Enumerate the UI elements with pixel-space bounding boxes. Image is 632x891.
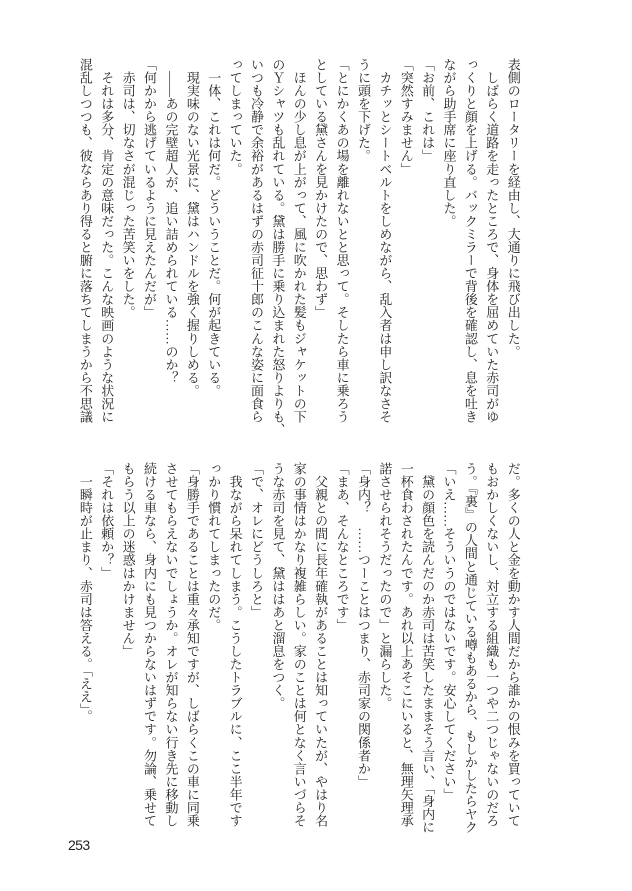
text-line: 諾させられそうだったので」と漏らした。 — [377, 462, 393, 710]
text-line: 「で、オレにどうしろと」 — [249, 462, 264, 619]
text-line: 「身内？ ……つーことはつまり、赤司家の関係者か」 — [355, 462, 371, 788]
text-line: 父親との間に長年確執があることは知っていたが、やはり名 — [313, 462, 329, 828]
text-line: 一瞬時が止まり、赤司は答える。「ええ」。 — [77, 462, 93, 723]
text-line: させてもらえないでしょうか。オレが知らない行き先に移動し — [163, 462, 179, 828]
text-line: 家の事情はかなり複雑らしい。家のことは何となく言いづらそ — [291, 462, 307, 828]
text-line: しばらく道路を走ったところで、身体を屈めていた赤司がゆ — [484, 58, 500, 424]
text-line: っかり慣れてしまったのだ。 — [206, 462, 222, 632]
text-line: 一杯食わされたんです。あれ以上あそこにいると、無理矢理承 — [398, 462, 414, 828]
text-line: う。『裏』の人間と通じている噂もあるから、もしかしたらヤク — [462, 462, 478, 834]
page-number: 253 — [68, 837, 90, 853]
text-line: 「何かから逃げているように見えたんだが」 — [142, 58, 158, 319]
text-line: 我ながら呆れてしまう。こうしたトラブルに、ここ半年です — [227, 462, 243, 828]
text-line: カチッとシートベルトをしめながら、乱入者は申し訳なさそ — [377, 58, 393, 424]
text-line: 「お前、これは」 — [420, 58, 436, 163]
text-line: もおかしくないし、対立する組織も一つや二つじゃないのだろ — [484, 462, 500, 828]
text-line: うな赤司を見て、黛ははあと溜息をつく。 — [270, 462, 286, 710]
text-line: のＹシャツも乱れている。黛は勝手に乗り込まれた怒りよりも、 — [270, 58, 286, 437]
text-line: 「とにかくあの場を離れないとと思って。そしたら車に乗ろう — [334, 58, 350, 424]
text-line: だ。多くの人と金を動かす人間だから誰かの恨みを買っていて — [505, 462, 521, 828]
text-line: ながら助手席に座り直した。 — [441, 58, 457, 228]
text-line: 黛の顔色を読んだのか赤司は苦笑したままそう言い、「身内に — [420, 462, 436, 834]
text-line: 赤司は、切なさが混じった苦笑いをした。 — [120, 58, 136, 319]
text-line: もらう以上の迷惑はかけません」 — [120, 462, 136, 658]
text-block-lower — [74, 462, 523, 834]
text-line: 「突然すみません」 — [398, 58, 414, 176]
text-line: 「まあ、そんなところです」 — [334, 462, 350, 632]
text-line: 「それは依頼か？」 — [99, 462, 115, 580]
text-line: ってしまっていた。 — [227, 58, 243, 176]
text-line: ——あの完壁超人が、追い詰められている……のか？ — [163, 58, 179, 384]
text-line: うに頭を下げた。 — [355, 58, 371, 163]
text-line: 一体、これは何だ。どういうことだ。何が起きている。 — [206, 58, 222, 398]
text-line: 「いえ……そういうのではないです。安心してください」 — [441, 462, 457, 802]
text-block-upper — [74, 58, 523, 437]
text-line: それは多分、肯定の意味だった。こんな映画のような状況に — [99, 58, 115, 424]
text-line: としている黛さんを見かけたので、思わず」 — [313, 58, 329, 319]
text-line: 続ける車なら、身内にも見つからないはずです。勿論、乗せて — [142, 462, 158, 828]
text-line: いつも冷静で余裕があるはずの赤司征十郎のこんな姿に面食ら — [249, 58, 264, 424]
text-line: っくりと顔を上げる。バックミラーで背後を確認し、息を吐き — [462, 58, 478, 424]
text-line: 「身勝手であることは重々承知ですが、しばらくこの車に同乗 — [184, 462, 200, 828]
text-line: 現実味のない光景に、黛はハンドルを強く握りしめる。 — [184, 58, 200, 398]
text-line: 混乱しつつも、彼ならあり得ると腑に落ちてしまうから不思議 — [77, 58, 93, 424]
text-line: ほんの少し息が上がって、風に吹かれた髪もジャケットの下 — [291, 58, 307, 424]
text-line: 表側のロータリーを経由し、大通りに飛び出した。 — [505, 58, 521, 358]
